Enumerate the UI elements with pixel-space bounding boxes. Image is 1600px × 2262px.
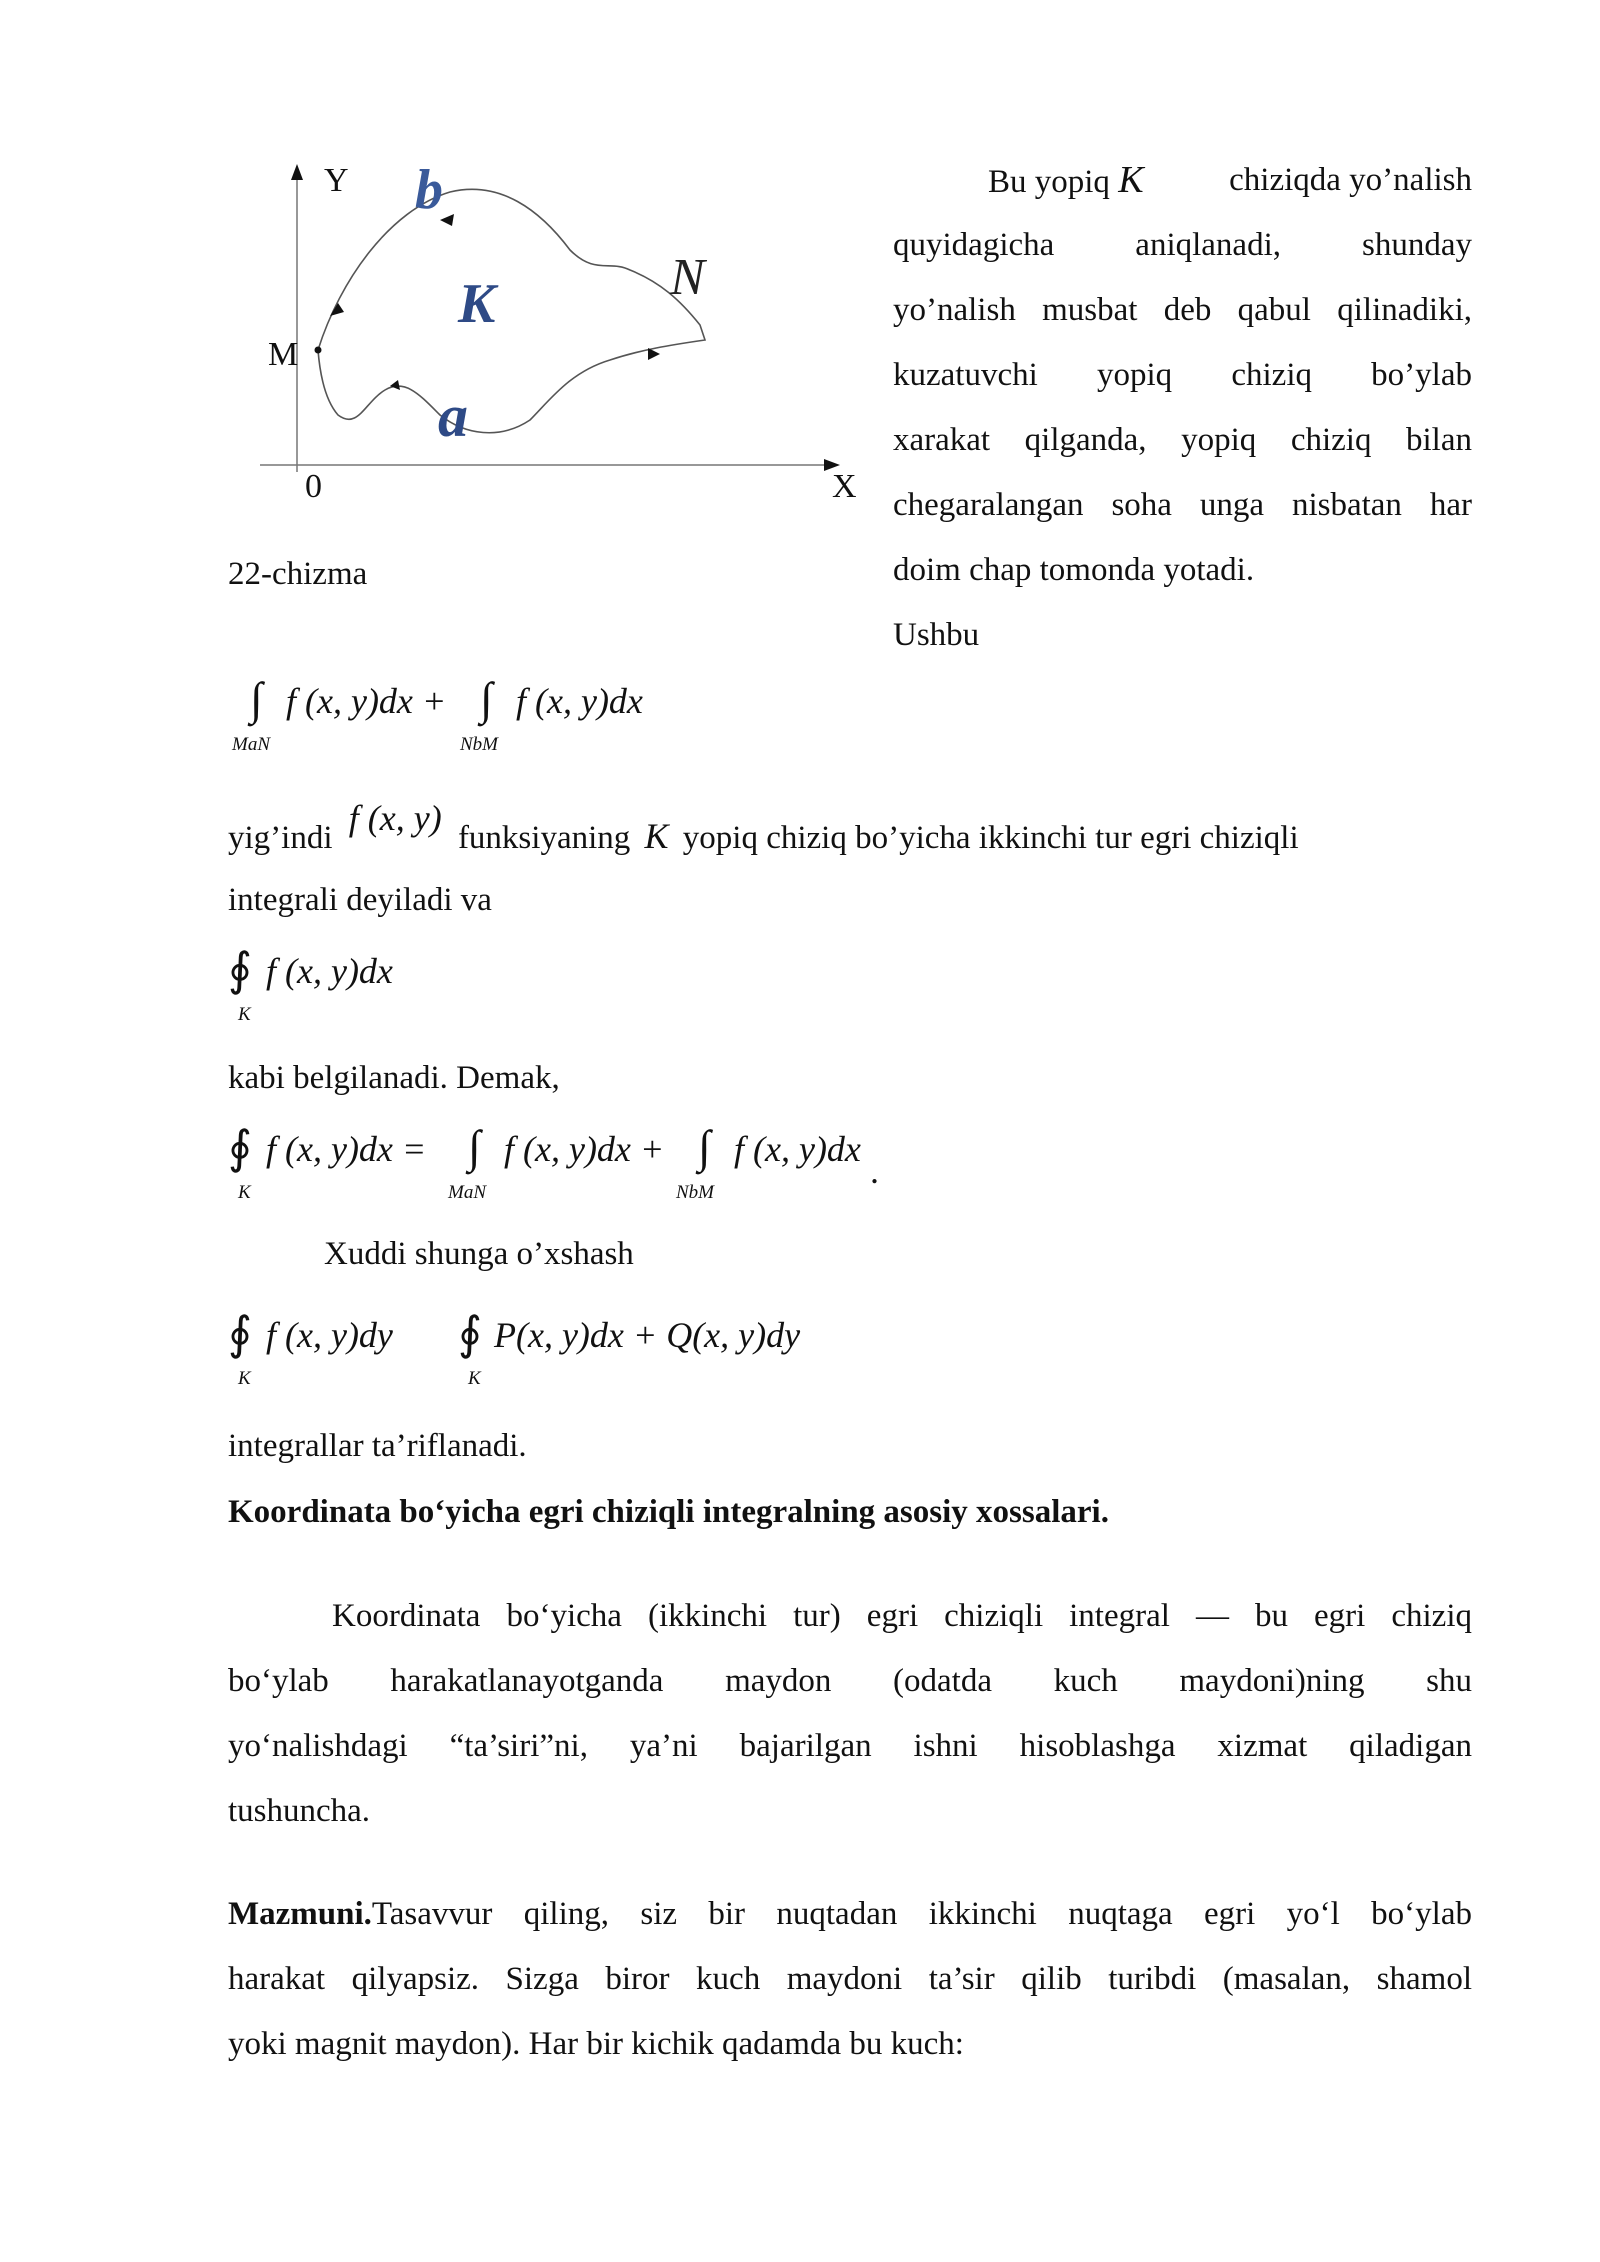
right-column-line-1 xyxy=(988,148,1472,215)
para-2-line-3: yo‘nalishdagi “ta’siri”ni, ya’ni bajarilgan ishni hisoblashga xizmat qiladigan xyxy=(228,1728,1472,1764)
formula-4 xyxy=(228,1306,868,1396)
arrow-left-icon xyxy=(330,303,344,316)
formula-2-sub: K xyxy=(238,1004,251,1025)
integral-sign-icon: ∫ xyxy=(698,1121,711,1172)
axis-y-label: Y xyxy=(324,162,349,199)
contour-integral-icon: ∮ xyxy=(228,944,252,995)
formula-1 xyxy=(228,672,708,762)
point-m-dot xyxy=(315,347,322,354)
integral-sign-icon: ∫ xyxy=(250,673,263,724)
formula-4-expr-2: P(x, y)dx + Q(x, y)dy xyxy=(494,1315,801,1355)
right-column-line-4: kuzatuvchi yopiq chiziq bo’ylab xyxy=(893,357,1472,393)
math-fxy: f (x, y) xyxy=(348,798,442,838)
text-yigindi: yig’indi xyxy=(228,820,333,856)
formula-2 xyxy=(228,942,528,1032)
para-2-line-2: bo‘ylab harakatlanayotganda maydon (odatda kuch maydoni)ning shu xyxy=(228,1663,1472,1699)
axis-x-label: X xyxy=(832,468,857,505)
y-axis-arrow-icon xyxy=(291,164,303,180)
text-ushbu: Ushbu xyxy=(893,617,980,653)
formula-4-sub-2: K xyxy=(468,1368,481,1389)
symbol-k: K xyxy=(1118,159,1144,201)
formula-3 xyxy=(228,1120,928,1220)
formula-2-expr: f (x, y)dx xyxy=(266,951,393,991)
formula-1-term-1: f (x, y)dx + xyxy=(286,681,447,721)
formula-3-sub-2: NbM xyxy=(676,1182,714,1203)
symbol-k: K xyxy=(644,816,669,856)
text-para-1-rest: yopiq chiziq bo’yicha ikkinchi tur egri chiziqli xyxy=(682,820,1299,856)
figure-caption: 22-chizma xyxy=(228,556,368,592)
integral-sign-icon: ∫ xyxy=(480,673,493,724)
text-chiziqda: chiziqda yo’nalish xyxy=(1229,162,1472,198)
origin-label: 0 xyxy=(305,468,322,505)
formula-3-term-1: f (x, y)dx + xyxy=(504,1129,665,1169)
right-column-line-2: quyidagicha aniqlanadi, shunday xyxy=(893,227,1472,263)
contour-integral-icon: ∮ xyxy=(228,1122,252,1173)
formula-3-lhs: f (x, y)dx = xyxy=(266,1129,427,1169)
label-k: K xyxy=(458,273,496,335)
para-3-line-3: yoki magnit maydon). Har bir kichik qadamda bu kuch: xyxy=(228,2026,964,2062)
figure-22 xyxy=(240,150,860,520)
arrow-bottom-icon xyxy=(390,380,400,390)
section-heading: Koordinata bo‘yicha egri chiziqli integralning asosiy xossalari. xyxy=(228,1494,1109,1530)
text-bu-yopiq: Bu yopiq xyxy=(988,164,1110,200)
right-column-line-6: chegaralangan soha unga nisbatan har xyxy=(893,487,1472,523)
text-funksiyaning: funksiyaning xyxy=(457,820,631,856)
formula-4-expr-1: f (x, y)dy xyxy=(266,1315,393,1355)
integral-sign-icon: ∫ xyxy=(468,1121,481,1172)
text-demak: kabi belgilanadi. Demak, xyxy=(228,1060,560,1096)
closed-curve-k xyxy=(318,189,705,432)
formula-3-sub-1: MaN xyxy=(448,1182,486,1203)
text-para-3-line-1: Tasavvur qiling, siz bir nuqtadan ikkinchi nuqtaga egri yo‘l bo‘ylab xyxy=(371,1896,1472,1932)
para-2-line-4: tushuncha. xyxy=(228,1793,371,1829)
formula-3-term-2: f (x, y)dx xyxy=(734,1129,861,1169)
curve-diagram xyxy=(240,150,860,520)
right-column-line-7: doim chap tomonda yotadi. xyxy=(893,552,1255,588)
formula-1-sub-1: MaN xyxy=(232,734,270,755)
para-3-line-2: harakat qilyapsiz. Sizga biror kuch maydoni ta’sir qilib turibdi (masalan, shamol xyxy=(228,1961,1472,1997)
arrow-right-bottom-icon xyxy=(648,348,660,360)
point-m-label: M xyxy=(268,336,299,373)
formula-1-sub-2: NbM xyxy=(460,734,498,755)
para-1-line-2: integrali deyiladi va xyxy=(228,882,492,918)
formula-3-sub-k: K xyxy=(238,1182,251,1203)
label-n: N xyxy=(670,249,705,306)
formula-1-term-2: f (x, y)dx xyxy=(516,681,643,721)
contour-integral-icon: ∮ xyxy=(228,1308,252,1359)
text-mazmuni: Mazmuni. xyxy=(228,1896,372,1932)
formula-3-dot: . xyxy=(870,1151,879,1191)
para-1-line-1 xyxy=(228,798,1472,871)
text-integrallar: integrallar ta’riflanadi. xyxy=(228,1428,527,1464)
formula-4-sub-1: K xyxy=(238,1368,251,1389)
label-a: a xyxy=(438,383,468,449)
right-column-line-3: yo’nalish musbat deb qabul qilinadiki, xyxy=(893,292,1472,328)
text-xuddi: Xuddi shunga o’xshash xyxy=(324,1236,634,1272)
right-column-line-5: xarakat qilganda, yopiq chiziq bilan xyxy=(893,422,1472,458)
para-2-line-1: Koordinata bo‘yicha (ikkinchi tur) egri chiziqli integral — bu egri chiziq xyxy=(332,1598,1472,1634)
para-3-line-1 xyxy=(228,1882,1472,1947)
contour-integral-icon: ∮ xyxy=(458,1308,482,1359)
label-b: b xyxy=(415,159,443,221)
